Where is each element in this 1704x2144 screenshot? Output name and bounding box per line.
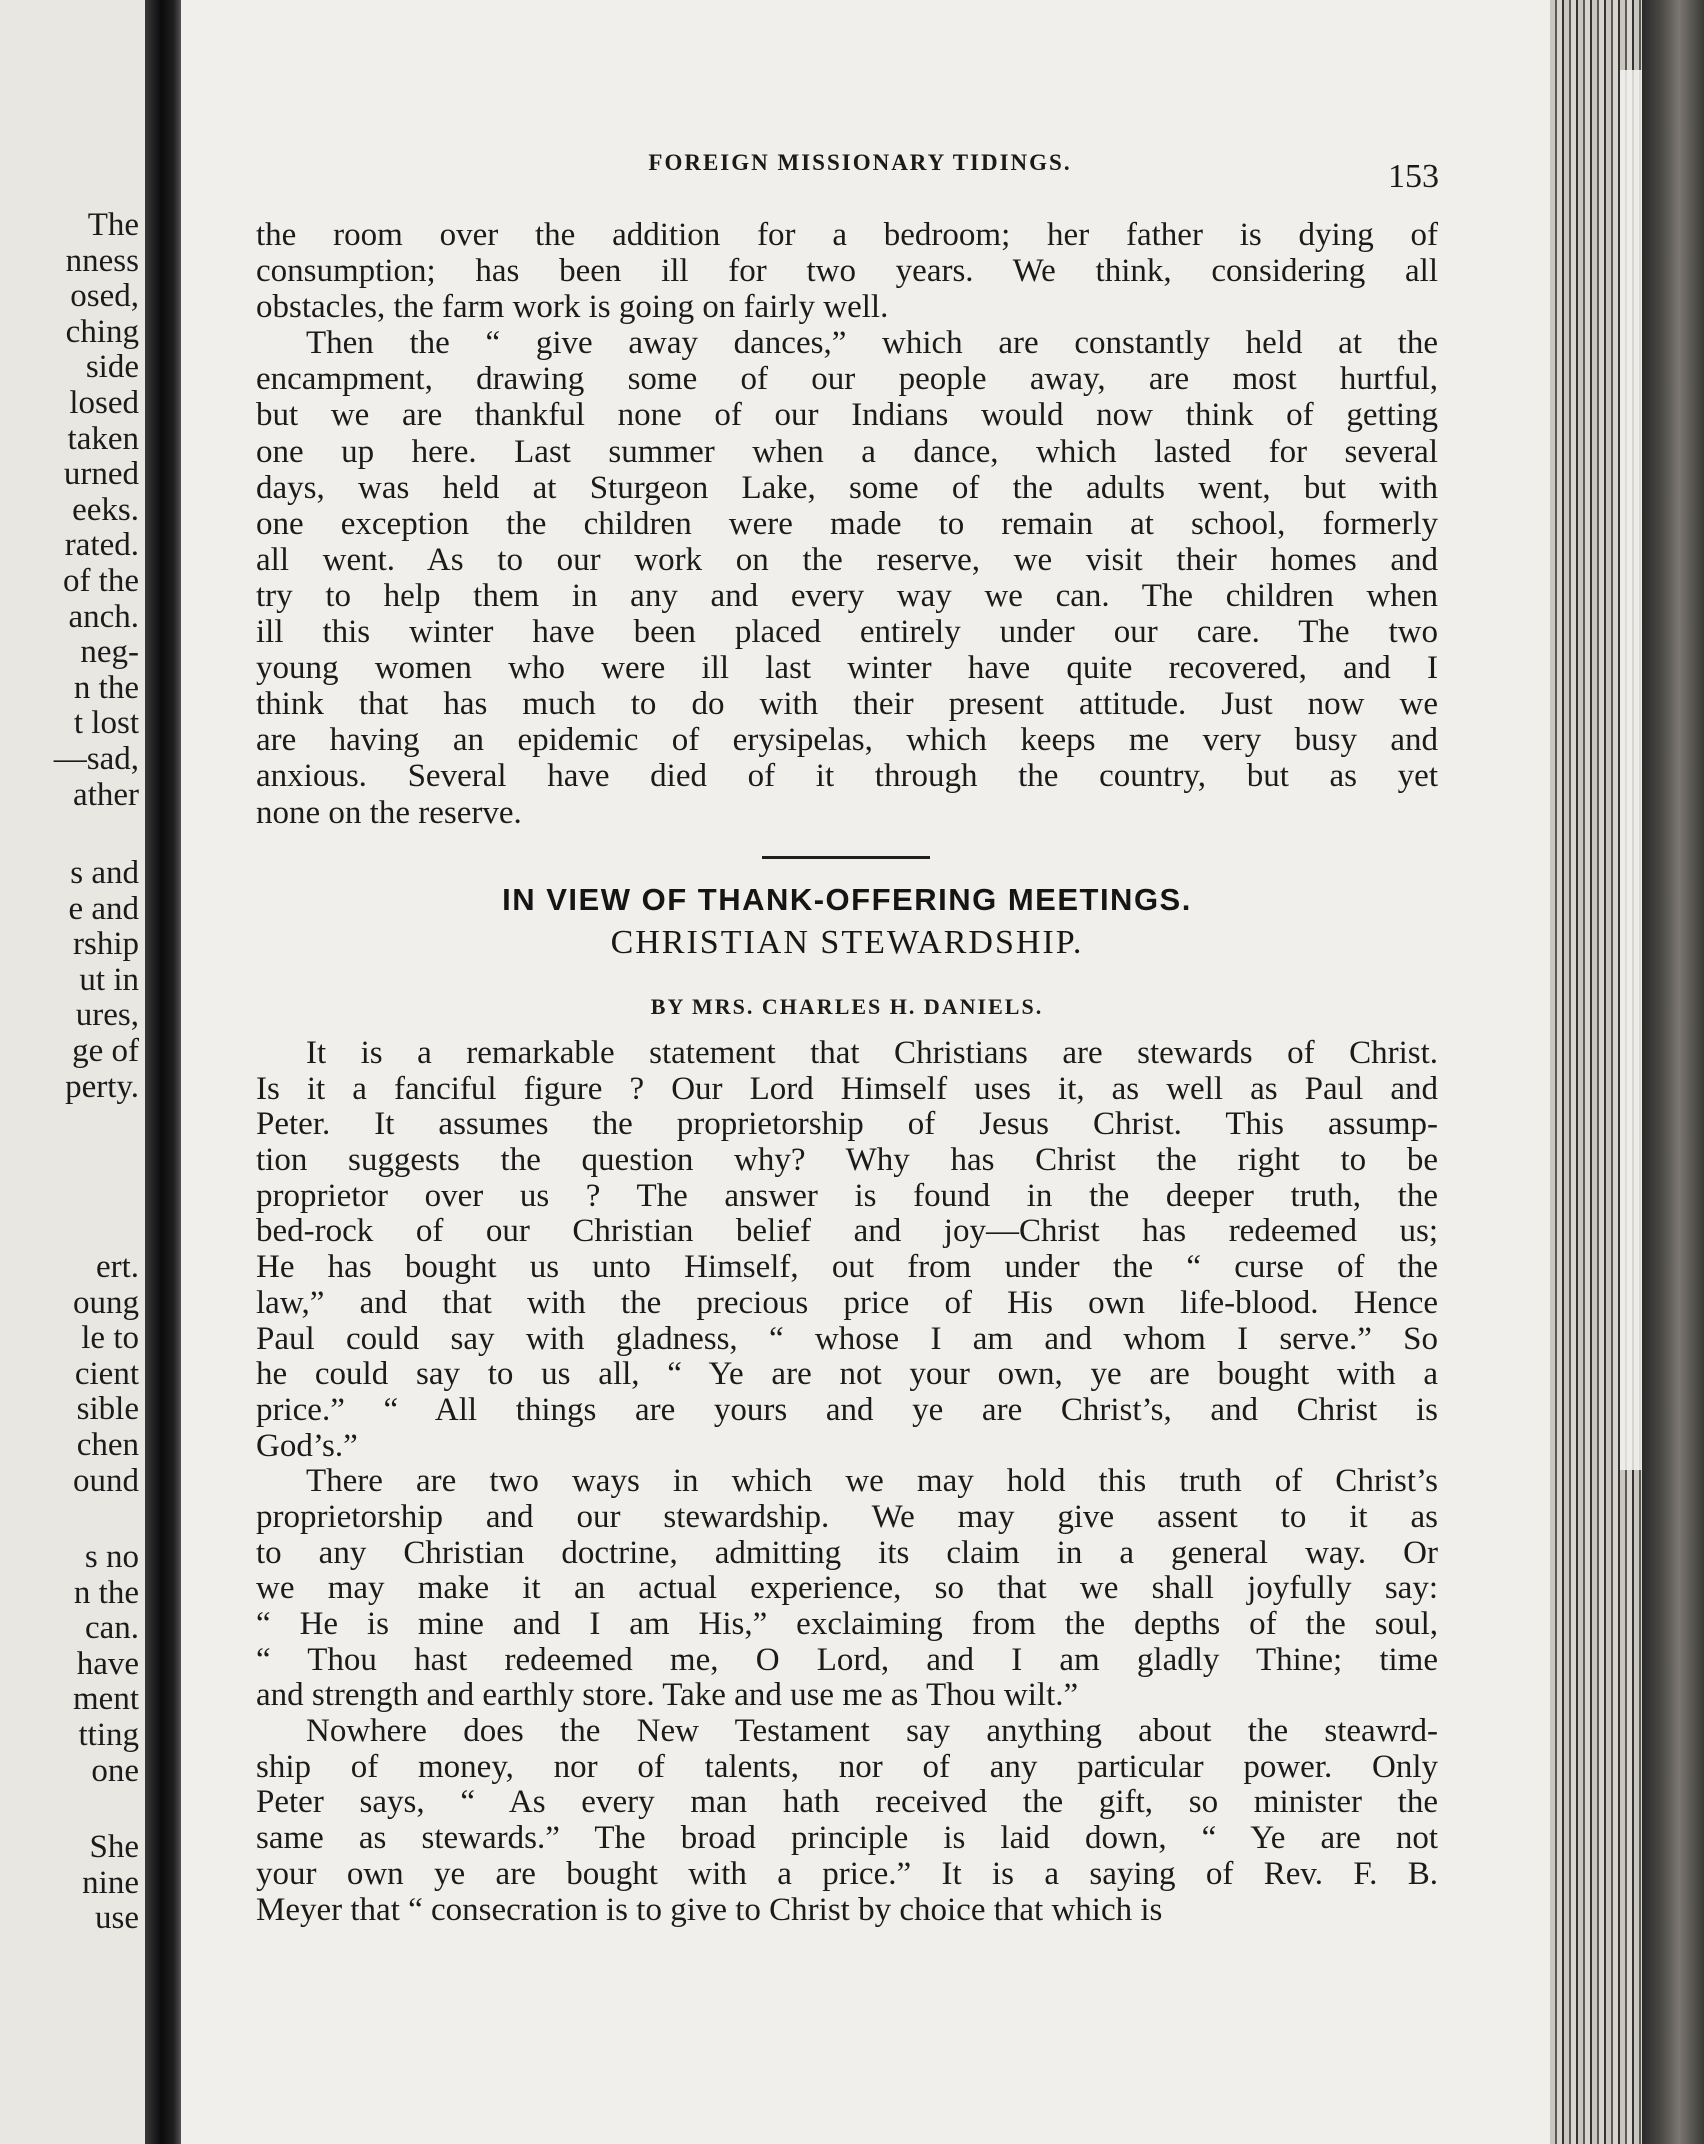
left-page-fragment-line: —sad, (53, 740, 139, 777)
left-page-fragment-line: eeks. (72, 491, 139, 528)
text-line: anxious. Several have died of it through the country, but as yet (256, 758, 1438, 795)
left-page-fragment-group-4 (73, 1540, 139, 1789)
left-page-fragment-line: osed, (70, 278, 139, 315)
text-line: Peter says, “ As every man hath received the gift, so minister the (256, 1785, 1438, 1821)
left-page-fragment-line: sible (76, 1391, 139, 1428)
text-line: days, was held at Sturgeon Lake, some of the adults went, but with (256, 469, 1438, 506)
text-line: consumption; has been ill for two years. We think, considering all (256, 253, 1438, 290)
left-facing-page (0, 0, 145, 2144)
left-page-fragment-line: side (77, 349, 139, 386)
running-head: FOREIGN MISSIONARY TIDINGS. (648, 150, 1072, 175)
text-line: Nowhere does the New Testament say anything about the steawrd- (306, 1714, 1438, 1750)
text-line: “ Thou hast redeemed me, O Lord, and I am gladly Thine; time (256, 1642, 1438, 1678)
book-page-edge (1550, 0, 1704, 2144)
text-line: obstacles, the farm work is going on fairly well. (256, 289, 889, 326)
left-page-fragment-line: ures, (75, 997, 139, 1034)
section-divider-rule (762, 856, 930, 859)
text-line: Paul could say with gladness, “ whose I am and whom I serve.” So (256, 1321, 1438, 1357)
text-line: bed-rock of our Christian belief and joy—Christ has redeemed us; (256, 1214, 1438, 1250)
left-page-fragment-line: perty. (65, 1068, 139, 1105)
text-line: try to help them in any and every way we can. The children when (256, 577, 1438, 614)
text-line: are having an epidemic of erysipelas, which keeps me very busy and (256, 722, 1438, 759)
text-line: young women who were ill last winter have quite recovered, and I (256, 650, 1438, 687)
book-gutter (145, 0, 181, 2144)
paragraph-block-1 (256, 217, 1438, 831)
text-line: price.” “ All things are yours and ye are Christ’s, and Christ is (256, 1392, 1438, 1428)
text-line: tion suggests the question why? Why has Christ the right to be (256, 1143, 1438, 1179)
left-page-fragment-line: ment (73, 1681, 139, 1718)
text-line: It is a remarkable statement that Christians are stewards of Christ. (306, 1036, 1438, 1071)
left-page-fragment-line: nness (65, 242, 139, 279)
left-page-fragment-line: s and (70, 855, 139, 891)
left-page-fragment-line: oung (73, 1284, 139, 1321)
text-line: same as stewards.” The broad principle is laid down, “ Ye are not (256, 1821, 1438, 1857)
left-page-fragment-line: ge of (72, 1032, 139, 1069)
text-line: and strength and earthly store. Take and use me as Thou wilt.” (256, 1678, 1079, 1714)
text-line: none on the reserve. (256, 794, 522, 831)
left-page-fragment-line: rship (73, 926, 139, 963)
left-page-fragment-line: can. (84, 1610, 139, 1647)
text-line: Then the “ give away dances,” which are constantly held at the (306, 325, 1438, 362)
text-line: one up here. Last summer when a dance, which lasted for several (256, 433, 1438, 470)
left-page-fragment-line: ching (65, 313, 139, 350)
left-page-fragment-group-1 (54, 208, 139, 813)
text-line: proprietorship and our stewardship. We may give assent to it as (256, 1499, 1438, 1535)
text-line: “ He is mine and I am His,” exclaiming from the depths of the soul, (256, 1607, 1438, 1642)
page-number: 153 (1388, 158, 1439, 195)
text-line: encampment, drawing some of our people away, are most hurtful, (256, 361, 1438, 398)
text-line: ill this winter have been placed entirely under our care. The two (256, 614, 1438, 651)
left-page-fragment-line: n the (73, 1574, 139, 1611)
text-line: we may make it an actual experience, so that we shall joyfully say: (256, 1571, 1438, 1607)
text-line: Peter. It assumes the proprietorship of Jesus Christ. This assump- (256, 1107, 1438, 1143)
left-page-fragment-line: neg- (72, 634, 139, 671)
left-page-fragment-group-3 (73, 1250, 139, 1499)
section-heading: IN VIEW OF THANK-OFFERING MEETINGS. (502, 882, 1192, 917)
text-line: to any Christian doctrine, admitting its claim in a general way. Or (256, 1535, 1438, 1571)
article-title: CHRISTIAN STEWARDSHIP. (610, 924, 1084, 961)
left-page-fragment-line: losed (69, 384, 139, 421)
left-page-fragment-line: chen (76, 1426, 139, 1463)
left-page-fragment-group-2 (65, 856, 139, 1105)
left-page-fragment-line: urned (63, 456, 139, 493)
left-page-fragment-line: anch. (68, 598, 139, 635)
left-page-fragment-group-5 (82, 1830, 139, 1937)
text-line: your own ye are bought with a price.” It is a saying of Rev. F. B. (256, 1856, 1438, 1892)
text-line: Is it a fanciful figure ? Our Lord Himself uses it, as well as Paul and (256, 1071, 1438, 1107)
left-page-fragment-line: le to (81, 1320, 139, 1357)
text-line: He has bought us unto Himself, out from under the “ curse of the (256, 1250, 1438, 1286)
text-line: one exception the children were made to remain at school, formerly (256, 505, 1438, 542)
left-page-fragment-line: n the (73, 669, 139, 706)
left-page-fragment-line: have (76, 1645, 139, 1682)
left-page-fragment-line: rated. (64, 527, 139, 564)
text-line: There are two ways in which we may hold this truth of Christ’s (306, 1464, 1438, 1500)
book-cover-edge (1642, 0, 1704, 2144)
left-page-fragment-line: ound (73, 1462, 139, 1499)
left-page-fragment-line: tting (78, 1716, 139, 1753)
text-line: he could say to us all, “ Ye are not your own, ye are bought with a (256, 1357, 1438, 1393)
left-page-fragment-line: cient (74, 1355, 139, 1392)
left-page-fragment-line: She (89, 1829, 139, 1865)
text-line: God’s.” (256, 1428, 358, 1464)
article-byline: BY MRS. CHARLES H. DANIELS. (650, 994, 1044, 1019)
text-line: but we are thankful none of our Indians would now think of getting (256, 397, 1438, 434)
left-page-fragment-line: t lost (73, 705, 139, 742)
left-page-fragment-line: of the (62, 562, 139, 599)
left-page-fragment-line: one (91, 1752, 139, 1789)
text-line: law,” and that with the precious price of His own life-blood. Hence (256, 1285, 1438, 1321)
left-page-fragment-line: taken (67, 420, 139, 457)
left-page-fragment-line: ut in (79, 961, 139, 998)
left-page-fragment-line: nine (82, 1864, 139, 1901)
text-line: think that has much to do with their present attitude. Just now we (256, 686, 1438, 723)
text-line: Meyer that “ consecration is to give to Christ by choice that which is (256, 1892, 1163, 1928)
paragraph-block-2 (256, 1036, 1438, 1928)
text-line: ship of money, nor of talents, nor of any particular power. Only (256, 1749, 1438, 1785)
text-line: all went. As to our work on the reserve, we visit their homes and (256, 541, 1438, 578)
left-page-fragment-line: s no (84, 1539, 139, 1575)
left-page-fragment-line: use (95, 1900, 139, 1937)
left-page-fragment-line: e and (68, 890, 139, 927)
text-line: the room over the addition for a bedroom; her father is dying of (256, 217, 1438, 253)
left-page-fragment-line: ert. (95, 1249, 139, 1285)
text-line: proprietor over us ? The answer is found in the deeper truth, the (256, 1178, 1438, 1214)
left-page-fragment-line: The (87, 207, 139, 243)
left-page-fragment-line: ather (73, 776, 139, 813)
